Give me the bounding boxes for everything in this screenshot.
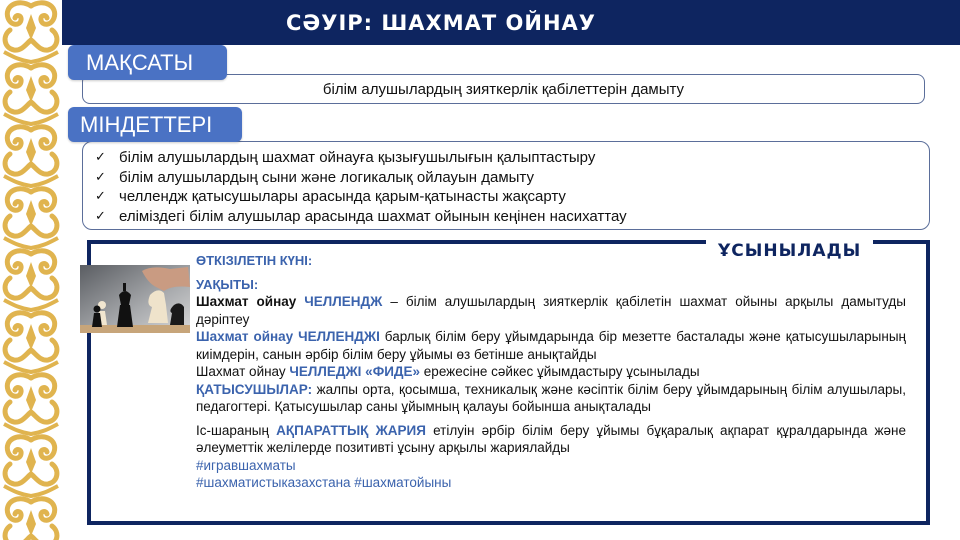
- chess-image: [80, 265, 190, 333]
- time-label: УАҚЫТЫ:: [196, 276, 259, 292]
- recommend-label: ҰСЫНЫЛАДЫ: [706, 236, 873, 266]
- task-text: білім алушылардың шахмат ойнауға қызығушылығын қалыптастыру: [119, 149, 596, 166]
- title-bar: [62, 0, 960, 45]
- tasks-label: МІНДЕТТЕРІ: [68, 107, 242, 142]
- hashtag-line-1[interactable]: #игравшахматы: [196, 457, 296, 473]
- task-text: челлендж қатысушылары арасында қарым-қатынасты жақсарту: [119, 188, 566, 205]
- task-text: еліміздегі білім алушылар арасында шахмат ойынын кеңінен насихаттау: [119, 207, 627, 225]
- check-icon: ✓: [95, 168, 106, 184]
- paragraph-publicity: Іс-шараның АҚПАРАТТЫҚ ЖАРИЯ етілуін әрбір білім беру ұйымы бұқаралық ақпарат құралдарында және әлеуметтік желілерде позитивті ұсыну арқылы жариялайды: [196, 422, 906, 455]
- task-item: [95, 148, 929, 168]
- paragraph-rules: Шахмат ойнау ЧЕЛЛЕДЖІ «ФИДЕ» ережесіне сәйкес ұйымдастыру ұсынылады: [196, 364, 700, 379]
- ornament-border: [0, 0, 62, 540]
- page-title: СӘУІР: ШАХМАТ ОЙНАУ: [286, 10, 596, 35]
- recommend-content: [196, 252, 906, 492]
- check-icon: ✓: [95, 188, 106, 203]
- task-text: білім алушылардың сыни және логикалық ойлауын дамыту: [119, 168, 534, 186]
- date-label: ӨТКІЗІЛЕТІН КҮНІ:: [196, 253, 313, 268]
- task-item: [95, 207, 929, 227]
- paragraph-start: Шахмат ойнау ЧЕЛЛЕНДЖІ барлық білім беру ұйымдарында бір мезетте басталады және қатысушыларының киімдерін, санын әрбір білім беру ұйымы өз бетінше анықтайды: [196, 329, 906, 362]
- task-item: [95, 168, 929, 188]
- hashtag-line-2[interactable]: #шахматистыказахстана #шахматойыны: [196, 475, 452, 490]
- paragraph-participants: ҚАТЫСУШЫЛАР: жалпы орта, қосымша, техникалық және кәсіптік білім беру ұйымдарының білім алушылары, педагогтері. Қатысушылар саны ұйымның қалауы бойынша анықталады: [196, 381, 906, 414]
- goal-text: білім алушылардың зияткерлік қабілеттерін дамыту: [322, 80, 685, 98]
- tasks-box: [82, 141, 930, 230]
- check-icon: ✓: [95, 207, 106, 223]
- paragraph-challenge: Шахмат ойнау ЧЕЛЛЕНДЖ – білім алушылардың зияткерлік қабілетін шахмат ойыны арқылы дамытуды дәріптеу: [196, 294, 906, 327]
- goal-label: МАҚСАТЫ: [68, 45, 227, 80]
- task-item: [95, 187, 929, 207]
- check-icon: ✓: [95, 149, 106, 164]
